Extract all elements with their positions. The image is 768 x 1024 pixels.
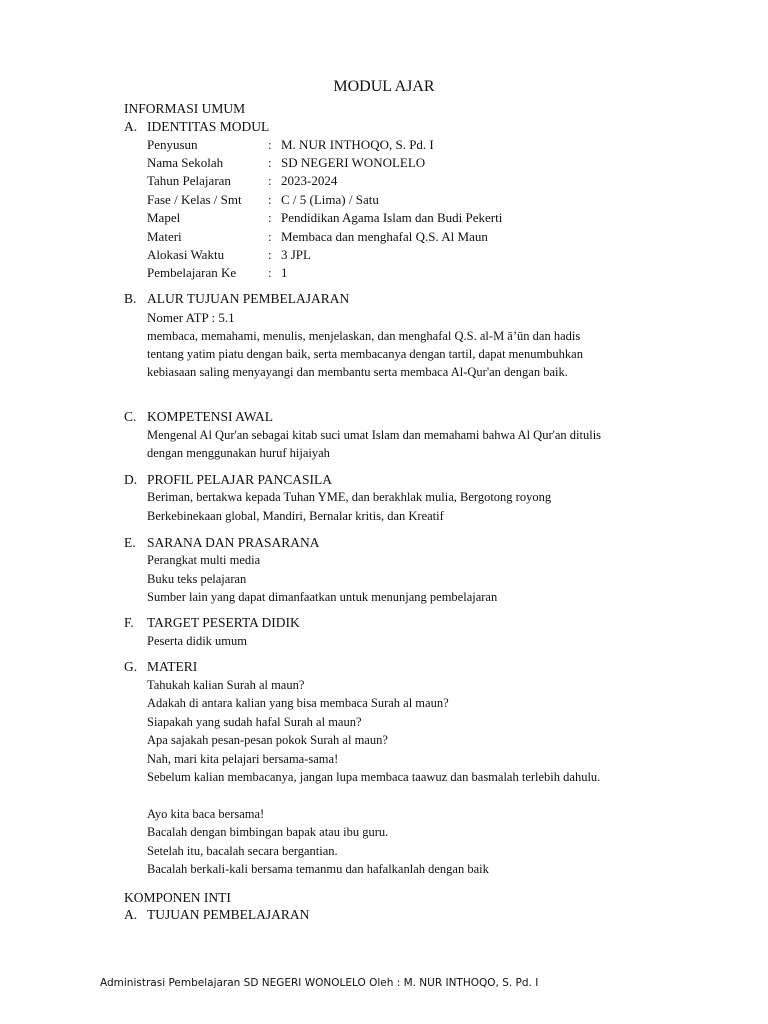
section-b-title: ALUR TUJUAN PEMBELAJARAN [147,291,350,306]
alur-line: kebiasaan saling menyayangi dan membantu serta membaca Al-Qur'an dengan baik. [147,365,568,379]
identity-colon: : [268,155,272,170]
section-d-letter: D. [124,472,138,487]
identity-colon: : [268,265,272,280]
heading-informasi-umum: INFORMASI UMUM [124,101,246,116]
identity-label: Nama Sekolah [147,155,224,170]
section-c-letter: C. [124,409,137,424]
materi-line: Apa sajakah pesan-pesan pokok Surah al maun? [147,733,388,747]
sarana-line: Perangkat multi media [147,553,261,567]
kompetensi-line: Mengenal Al Qur'an sebagai kitab suci umat Islam dan memahami bahwa Al Qur'an ditulis [147,428,602,442]
identity-colon: : [268,173,272,188]
identity-value: SD NEGERI WONOLELO [281,155,426,170]
identity-value: 1 [281,265,288,280]
target-line: Peserta didik umum [147,634,247,648]
page-footer: Administrasi Pembelajaran SD NEGERI WONOLELO Oleh : M. NUR INTHOQO, S. Pd. I [100,977,539,989]
identity-value: C / 5 (Lima) / Satu [281,192,379,207]
profil-line: Beriman, bertakwa kepada Tuhan YME, dan berakhlak mulia, Bergotong royong [147,490,552,504]
identity-value: 3 JPL [281,247,311,262]
identity-value: Membaca dan menghafal Q.S. Al Maun [281,229,488,244]
identity-value: M. NUR INTHOQO, S. Pd. I [281,137,434,152]
materi-line: Adakah di antara kalian yang bisa membaca Surah al maun? [147,696,449,710]
heading-komponen-inti: KOMPONEN INTI [124,890,231,905]
materi-line: Setelah itu, bacalah secara bergantian. [147,844,338,858]
profil-line: Berkebinekaan global, Mandiri, Bernalar kritis, dan Kreatif [147,509,444,523]
materi-line: Nah, mari kita pelajari bersama-sama! [147,752,339,766]
materi-line: Bacalah dengan bimbingan bapak atau ibu guru. [147,825,389,839]
sarana-line: Buku teks pelajaran [147,572,247,586]
section-g-title: MATERI [147,659,198,674]
section-a-letter: A. [124,119,138,134]
kompetensi-line: dengan menggunakan huruf hijaiyah [147,446,330,460]
komponen-a-letter: A. [124,907,138,922]
identity-colon: : [268,229,272,244]
materi-line: Ayo kita baca bersama! [147,807,265,821]
identity-label: Penyusun [147,137,198,152]
section-f-letter: F. [124,615,134,630]
identity-colon: : [268,247,272,262]
section-g-letter: G. [124,659,138,674]
identity-label: Materi [147,229,182,244]
atp-number: Nomer ATP : 5.1 [147,310,235,325]
materi-line: Siapakah yang sudah hafal Surah al maun? [147,715,362,729]
section-a-title: IDENTITAS MODUL [147,119,270,134]
sarana-line: Sumber lain yang dapat dimanfaatkan untuk menunjang pembelajaran [147,590,498,604]
materi-line: Sebelum kalian membacanya, jangan lupa membaca taawuz dan basmalah terlebih dahulu. [147,770,601,784]
section-f-title: TARGET PESERTA DIDIK [147,615,300,630]
identity-label: Pembelajaran Ke [147,265,237,280]
section-b-letter: B. [124,291,137,306]
identity-value: Pendidikan Agama Islam dan Budi Pekerti [281,210,503,225]
section-e-letter: E. [124,535,136,550]
page-title: MODUL AJAR [333,78,435,95]
identity-label: Mapel [147,210,181,225]
identity-value: 2023-2024 [281,173,338,188]
identity-label: Alokasi Waktu [147,247,225,262]
materi-line: Bacalah berkali-kali bersama temanmu dan hafalkanlah dengan baik [147,862,489,876]
identity-colon: : [268,137,272,152]
alur-line: tentang yatim piatu dengan baik, serta membacanya dengan tartil, dapat menumbuhkan [147,347,583,361]
identity-colon: : [268,210,272,225]
section-e-title: SARANA DAN PRASARANA [147,535,320,550]
identity-colon: : [268,192,272,207]
section-c-title: KOMPETENSI AWAL [147,409,274,424]
identity-label: Fase / Kelas / Smt [147,192,242,207]
identity-label: Tahun Pelajaran [147,173,231,188]
alur-line: membaca, memahami, menulis, menjelaskan, dan menghafal Q.S. al-M ā’ūn dan hadis [147,329,581,343]
materi-line: Tahukah kalian Surah al maun? [147,678,305,692]
section-d-title: PROFIL PELAJAR PANCASILA [147,472,333,487]
komponen-a-title: TUJUAN PEMBELAJARAN [147,907,310,922]
